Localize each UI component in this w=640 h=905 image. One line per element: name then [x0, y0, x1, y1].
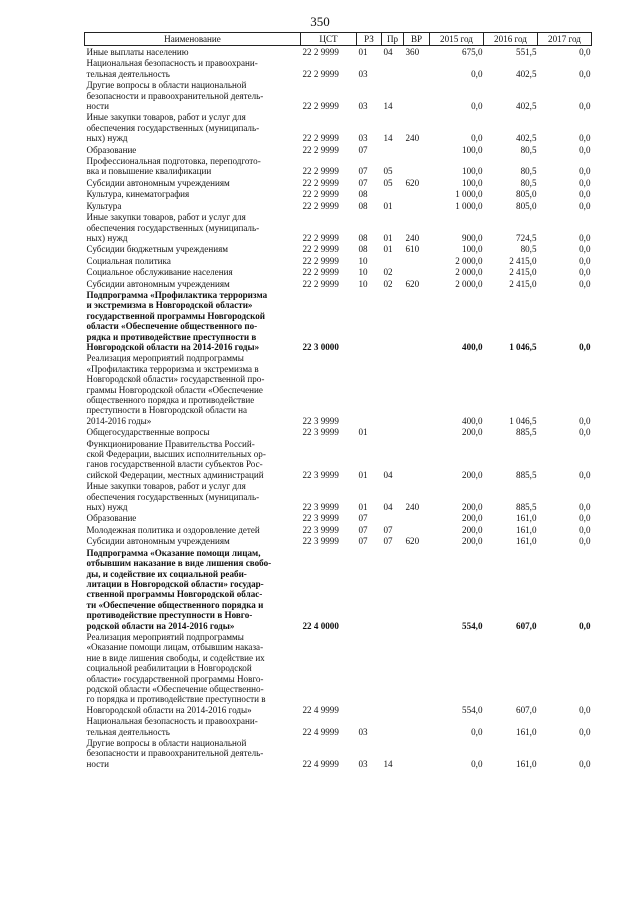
row-cst: 22 2 9999: [302, 177, 339, 188]
table-row: [85, 255, 592, 266]
row-pr: 07: [383, 536, 393, 547]
row-name: Иные закупки товаров, работ и услуг для обеспечения государственных (муниципаль- ных) нужд: [86, 212, 260, 243]
row-2017: 0,0: [579, 267, 591, 278]
row-vr: [404, 737, 430, 769]
row-name: Субсидии бюджетным учреждениям: [86, 244, 229, 255]
row-pr: [382, 57, 404, 79]
row-2015: 2 000,0: [455, 278, 483, 289]
table-row: [85, 79, 592, 111]
header-rz: РЗ: [357, 33, 382, 46]
row-2017: 0,0: [579, 101, 591, 112]
row-2017: 0,0: [579, 524, 591, 535]
row-2017: 0,0: [579, 177, 591, 188]
row-2015: 100,0: [462, 177, 483, 188]
budget-table: [84, 32, 592, 769]
row-pr: 14: [383, 101, 393, 112]
row-2015: 200,0: [462, 513, 483, 524]
row-2016: 805,0: [516, 200, 537, 211]
row-2017: 0,0: [579, 68, 591, 79]
row-2017: 0,0: [579, 341, 591, 352]
row-vr: [404, 188, 430, 199]
row-cst: 22 2 9999: [302, 47, 339, 57]
row-2015: 554,0: [462, 620, 483, 631]
row-cst: 22 4 0000: [302, 620, 339, 631]
row-2015: 200,0: [462, 524, 483, 535]
row-pr: 02: [383, 278, 393, 289]
row-pr: 01: [383, 200, 393, 211]
row-2017: 0,0: [579, 513, 591, 524]
row-2015: 200,0: [462, 469, 483, 480]
table-row: [85, 426, 592, 437]
row-vr: 240: [405, 133, 420, 144]
row-rz: 08: [358, 200, 368, 211]
header-cst: ЦСТ: [301, 33, 357, 46]
row-vr: 610: [405, 244, 420, 255]
row-cst: 22 3 9999: [302, 502, 339, 513]
table-row: [85, 155, 592, 177]
row-rz: 03: [358, 726, 368, 737]
table-row: [85, 352, 592, 426]
row-rz: 01: [358, 47, 368, 57]
row-2017: 0,0: [579, 232, 591, 243]
row-2017: 0,0: [579, 536, 591, 547]
row-pr: 04: [383, 502, 393, 513]
row-vr: [404, 631, 430, 715]
row-vr: [404, 200, 430, 211]
row-name: Другие вопросы в области национальной безопасности и правоохранительной деятель- ности: [86, 738, 264, 769]
row-2017: 0,0: [579, 244, 591, 255]
row-2016: 1 046,5: [509, 341, 537, 352]
row-rz: 03: [358, 758, 368, 769]
row-vr: [404, 438, 430, 481]
row-cst: 22 2 9999: [302, 68, 339, 79]
row-2017: 0,0: [579, 47, 591, 57]
row-rz: 03: [358, 68, 368, 79]
table-header-row: [85, 33, 592, 46]
row-name: Субсидии автономным учреждениям: [86, 177, 230, 188]
row-2016: 402,5: [516, 101, 537, 112]
row-cst: 22 2 9999: [302, 144, 339, 155]
row-2015: 2 000,0: [455, 255, 483, 266]
row-2017: 0,0: [579, 166, 591, 177]
row-2015: 400,0: [462, 415, 483, 426]
table-row: [85, 715, 592, 737]
row-vr: [404, 715, 430, 737]
row-2017: 0,0: [579, 758, 591, 769]
row-rz: 10: [358, 278, 368, 289]
row-name: Общегосударственные вопросы: [86, 427, 210, 438]
row-2016: 724,5: [516, 232, 537, 243]
row-name: Субсидии автономным учреждениям: [86, 278, 230, 289]
row-vr: 620: [405, 278, 420, 289]
row-cst: 22 2 9999: [302, 189, 339, 200]
row-2015: 200,0: [462, 502, 483, 513]
table-row: [85, 438, 592, 481]
row-cst: 22 2 9999: [302, 166, 339, 177]
row-rz: [357, 547, 382, 631]
row-2015: 0,0: [471, 133, 483, 144]
row-name: Социальное обслуживание населения: [86, 267, 233, 278]
row-pr: 05: [383, 166, 393, 177]
row-cst: 22 4 9999: [302, 758, 339, 769]
row-2017: 0,0: [579, 255, 591, 266]
table-row: [85, 480, 592, 512]
table-row: [85, 211, 592, 243]
row-2016: 80,5: [520, 166, 537, 177]
header-pr: Пр: [382, 33, 404, 46]
table-row: [85, 631, 592, 715]
row-name: Реализация мероприятий подпрограммы «Профилактика терроризма и экстремизма в Новгородской области» государственной про- граммы Новгородской области «Обеспечение общественного порядка и противодействие преступности в Новгородской области на 2014-2016 годы»: [86, 353, 265, 426]
row-2015: 400,0: [462, 341, 483, 352]
row-vr: [404, 426, 430, 437]
row-name: Субсидии автономным учреждениям: [86, 536, 230, 547]
row-name: Подпрограмма «Профилактика терроризма и экстремизма в Новгородской области» государственной программы Новгородской области «Обеспечение общественного по- рядка и противодействие преступности в Новгородской области на 2014-2016 годы»: [86, 289, 268, 352]
row-2016: 80,5: [520, 144, 537, 155]
table-row: [85, 535, 592, 546]
row-cst: 22 4 9999: [302, 726, 339, 737]
row-2016: 607,0: [516, 620, 537, 631]
row-2016: 161,0: [516, 536, 537, 547]
row-pr: [382, 715, 404, 737]
row-2015: 200,0: [462, 536, 483, 547]
table-row: [85, 737, 592, 769]
table-row: [85, 57, 592, 79]
table-row: [85, 188, 592, 199]
table-row: [85, 278, 592, 289]
row-vr: [404, 289, 430, 352]
row-2016: 2 415,0: [509, 267, 537, 278]
row-rz: 10: [358, 267, 368, 278]
header-2017: 2017 год: [538, 33, 592, 46]
row-2015: 0,0: [471, 726, 483, 737]
row-pr: 01: [383, 232, 393, 243]
row-2017: 0,0: [579, 415, 591, 426]
row-pr: 04: [383, 469, 393, 480]
row-name: Образование: [86, 513, 137, 524]
row-vr: [404, 266, 430, 277]
row-2015: 100,0: [462, 244, 483, 255]
row-vr: 620: [405, 536, 420, 547]
row-pr: 04: [383, 47, 393, 57]
row-rz: [357, 631, 382, 715]
row-vr: [404, 524, 430, 535]
row-name: Национальная безопасность и правоохрани- тельная деятельность: [86, 716, 258, 737]
row-2016: 1 046,5: [509, 415, 537, 426]
row-rz: [357, 289, 382, 352]
row-vr: 360: [405, 47, 420, 57]
row-2015: 200,0: [462, 427, 483, 438]
row-cst: 22 2 9999: [302, 232, 339, 243]
row-rz: 08: [358, 189, 368, 200]
row-2016: 161,0: [516, 513, 537, 524]
row-name: Другие вопросы в области национальной безопасности и правоохранительной деятель- ности: [86, 80, 264, 112]
row-cst: 22 2 9999: [302, 278, 339, 289]
row-name: Функционирование Правительства Россий- ской Федерации, высших исполнительных ор- ганов государственной власти субъектов Рос- сийской Федерации, местных администраций: [86, 438, 266, 480]
row-pr: [382, 512, 404, 523]
row-vr: [404, 352, 430, 426]
row-2015: 0,0: [471, 758, 483, 769]
row-pr: [382, 255, 404, 266]
header-name: Наименование: [85, 33, 301, 46]
table-row: [85, 144, 592, 155]
row-name: Профессиональная подготовка, переподгото- вка и повышение квалификации: [86, 156, 261, 177]
row-pr: [382, 188, 404, 199]
table-row: [85, 512, 592, 523]
row-pr: [382, 631, 404, 715]
row-2016: 2 415,0: [509, 255, 537, 266]
row-2016: 805,0: [516, 189, 537, 200]
row-cst: 22 2 9999: [302, 200, 339, 211]
row-vr: 620: [405, 177, 420, 188]
row-rz: 07: [358, 524, 368, 535]
row-rz: 07: [358, 177, 368, 188]
row-2015: 100,0: [462, 166, 483, 177]
row-pr: [382, 144, 404, 155]
row-2017: 0,0: [579, 726, 591, 737]
row-vr: [404, 57, 430, 79]
row-name: Подпрограмма «Оказание помощи лицам, отбывшим наказание в виде лишения свобо- ды, и содействие их социальной реаби- литации в Новгородской области» государ- ственной программы Новгородской облас- ти «Обеспечение общественного порядка и противодействие преступности в Новго- родской области на 2014-2016 годы»: [86, 547, 272, 631]
row-2016: 161,0: [516, 524, 537, 535]
row-2015: 554,0: [462, 704, 483, 715]
row-pr: 02: [383, 267, 393, 278]
row-cst: 22 2 9999: [302, 267, 339, 278]
row-2017: 0,0: [579, 189, 591, 200]
row-pr: [382, 547, 404, 631]
row-2017: 0,0: [579, 144, 591, 155]
row-2016: 80,5: [520, 244, 537, 255]
row-pr: [382, 289, 404, 352]
row-cst: 22 2 9999: [302, 133, 339, 144]
row-rz: 10: [358, 255, 368, 266]
row-pr: [382, 352, 404, 426]
row-name: Иные закупки товаров, работ и услуг для обеспечения государственных (муниципаль- ных) нужд: [86, 112, 260, 144]
table-row: [85, 111, 592, 143]
row-2016: 551,5: [516, 47, 537, 57]
row-name: Иные выплаты населению: [86, 47, 189, 57]
row-cst: 22 2 9999: [302, 101, 339, 112]
row-vr: [404, 512, 430, 523]
row-cst: 22 3 9999: [302, 415, 339, 426]
row-2016: 161,0: [516, 726, 537, 737]
row-cst: 22 3 9999: [302, 513, 339, 524]
row-name: Реализация мероприятий подпрограммы «Оказание помощи лицам, отбывшим наказа- ние в виде лишения свободы, и содействие их социальной реабилитации в Новгородской области» государственной программы Новго- родской области «Обеспечение общественно- го порядка и противодействие преступности в Новгородской области на 2014-2016 годы»: [86, 631, 266, 715]
table-row: [85, 289, 592, 352]
row-2015: 1 000,0: [455, 200, 483, 211]
row-pr: 07: [383, 524, 393, 535]
row-2017: 0,0: [579, 427, 591, 438]
row-2016: 402,5: [516, 68, 537, 79]
row-cst: 22 3 9999: [302, 427, 339, 438]
page-number: 350: [310, 14, 330, 29]
header-2016: 2016 год: [484, 33, 538, 46]
row-2016: 161,0: [516, 758, 537, 769]
row-2016: 885,5: [516, 469, 537, 480]
row-rz: 08: [358, 244, 368, 255]
row-2016: 2 415,0: [509, 278, 537, 289]
row-rz: 07: [358, 144, 368, 155]
row-2015: 675,0: [462, 47, 483, 57]
row-2016: 80,5: [520, 177, 537, 188]
row-pr: [382, 426, 404, 437]
row-name: Национальная безопасность и правоохрани- тельная деятельность: [86, 58, 258, 79]
row-cst: 22 2 9999: [302, 255, 339, 266]
row-rz: 01: [358, 469, 368, 480]
row-2016: 885,5: [516, 427, 537, 438]
row-2017: 0,0: [579, 200, 591, 211]
row-cst: 22 2 9999: [302, 244, 339, 255]
row-vr: 240: [405, 232, 420, 243]
row-rz: 03: [358, 133, 368, 144]
row-rz: 07: [358, 166, 368, 177]
row-vr: [404, 144, 430, 155]
row-2016: 607,0: [516, 704, 537, 715]
row-pr: 05: [383, 177, 393, 188]
row-2017: 0,0: [579, 704, 591, 715]
row-2016: 402,5: [516, 133, 537, 144]
table-row: [85, 524, 592, 535]
table-row: [85, 177, 592, 188]
row-rz: 07: [358, 536, 368, 547]
row-2015: 0,0: [471, 101, 483, 112]
table-row: [85, 200, 592, 211]
header-2015: 2015 год: [430, 33, 484, 46]
row-cst: 22 3 0000: [302, 341, 339, 352]
row-cst: 22 3 9999: [302, 536, 339, 547]
row-2015: 1 000,0: [455, 189, 483, 200]
row-vr: 240: [405, 502, 420, 513]
row-name: Иные закупки товаров, работ и услуг для обеспечения государственных (муниципаль- ных) нужд: [86, 481, 260, 513]
row-name: Образование: [86, 144, 137, 155]
row-2015: 2 000,0: [455, 267, 483, 278]
row-vr: [404, 79, 430, 111]
row-2015: 0,0: [471, 68, 483, 79]
table-row: [85, 547, 592, 631]
header-vr: ВР: [404, 33, 430, 46]
row-name: Культура, кинематография: [86, 189, 190, 200]
row-2015: 100,0: [462, 144, 483, 155]
row-pr: 14: [383, 133, 393, 144]
row-pr: 01: [383, 244, 393, 255]
row-2017: 0,0: [579, 502, 591, 513]
row-cst: 22 4 9999: [302, 704, 339, 715]
row-2017: 0,0: [579, 620, 591, 631]
row-2017: 0,0: [579, 133, 591, 144]
row-vr: [404, 255, 430, 266]
table-row: [85, 266, 592, 277]
row-cst: 22 3 9999: [302, 524, 339, 535]
row-name: Молодежная политика и оздоровление детей: [86, 524, 260, 535]
table-row: [85, 46, 592, 58]
row-name: Культура: [86, 200, 122, 211]
row-rz: 07: [358, 513, 368, 524]
row-rz: [357, 352, 382, 426]
row-rz: 01: [358, 502, 368, 513]
row-vr: [404, 155, 430, 177]
row-pr: 14: [383, 758, 393, 769]
row-2017: 0,0: [579, 278, 591, 289]
table-row: [85, 243, 592, 254]
row-cst: 22 3 9999: [302, 469, 339, 480]
row-vr: [404, 547, 430, 631]
row-name: Социальная политика: [86, 255, 171, 266]
row-rz: 03: [358, 101, 368, 112]
row-2016: 885,5: [516, 502, 537, 513]
row-rz: 01: [358, 427, 368, 438]
row-2015: 900,0: [462, 232, 483, 243]
row-2017: 0,0: [579, 469, 591, 480]
row-rz: 08: [358, 232, 368, 243]
